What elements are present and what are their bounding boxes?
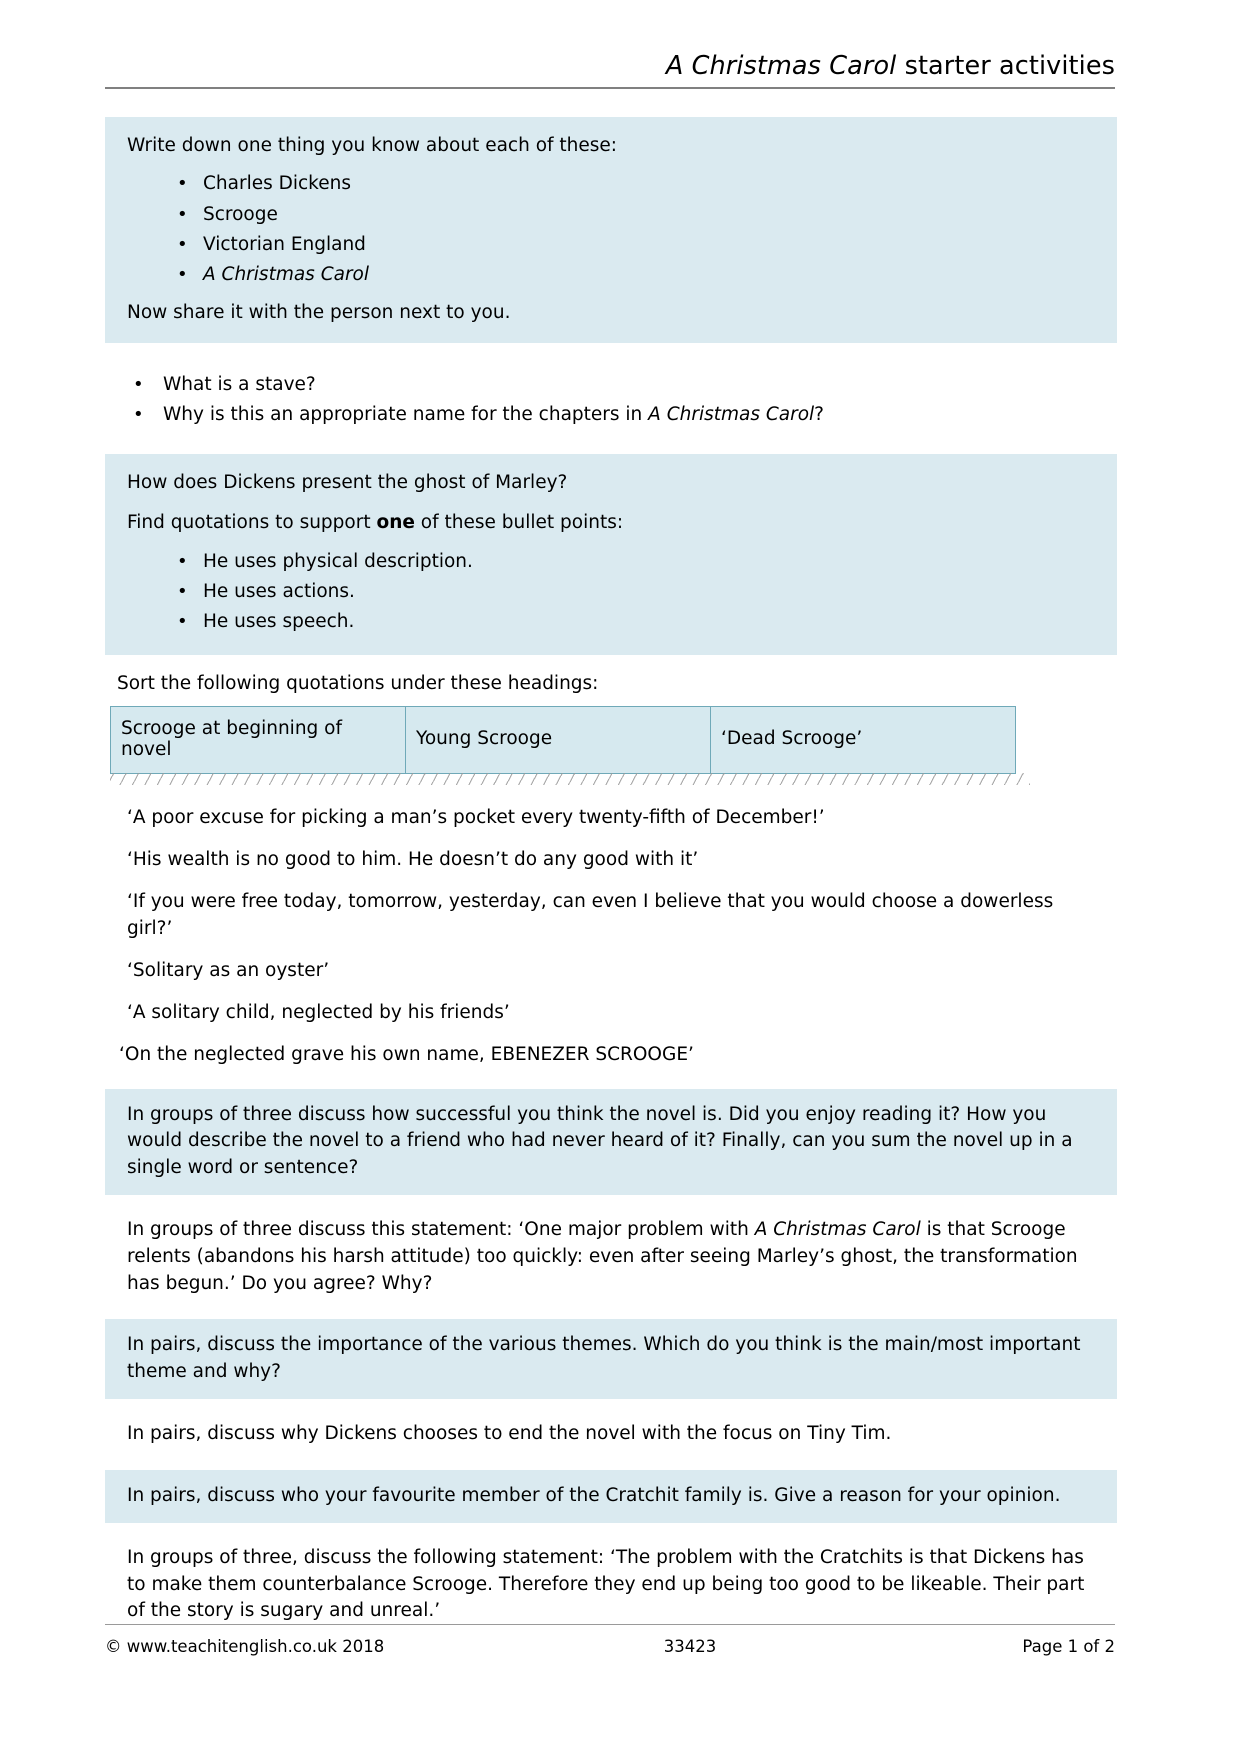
discussion-block-1: [105, 1089, 1117, 1195]
list-item: • Charles Dickens: [105, 169, 1117, 199]
marley-bullet-list: [105, 547, 1117, 638]
discussion-text: In pairs, discuss the importance of the various themes. Which do you think is the main/most important theme and why?: [127, 1334, 1081, 1383]
discussion-block-4: [105, 1408, 1117, 1461]
list-item: • Victorian England: [105, 230, 1117, 260]
activity-block-stave: [105, 352, 1117, 449]
discussion-block-2: [105, 1204, 1117, 1310]
marley-instruction-pre: Find quotations to support: [127, 512, 377, 534]
list-item: • What is a stave?: [105, 370, 1117, 400]
block-gap: [105, 1461, 1117, 1470]
quotation-item: ‘On the neglected grave his own name, EBENEZER SCROOGE’: [119, 1044, 694, 1066]
list-item: • He uses physical description.: [105, 547, 1117, 577]
intro-lead: Write down one thing you know about each of these:: [127, 135, 618, 156]
table-header-cell-3[interactable]: ‘Dead Scrooge’: [711, 706, 1016, 773]
page-title: [105, 52, 1115, 87]
footer-page-number: Page 1 of 2: [1022, 1637, 1115, 1656]
intro-closing: Now share it with the person next to you.: [127, 302, 511, 324]
block-gap: [105, 1399, 1117, 1408]
discussion-text: In pairs, discuss who your favourite member of the Cratchit family is. Give a reason for your opinion.: [127, 1484, 1061, 1506]
footer-divider: [105, 1624, 1115, 1625]
discussion-text: In groups of three discuss how successful you think the novel is. Did you enjoy reading it? How you would describe the novel to a friend who had never heard of it? Finally, can you sum the novel up in a single word or sentence?: [127, 1103, 1073, 1179]
block-gap: [105, 1310, 1117, 1319]
header-divider: [105, 87, 1115, 89]
table-header-cell-2[interactable]: Young Scrooge: [406, 706, 711, 773]
list-item: [105, 260, 1117, 290]
marley-instruction-emphasis: one: [376, 512, 415, 534]
list-item: • Scrooge: [105, 200, 1117, 230]
activity-block-sort: [105, 655, 1117, 1082]
block-gap: [105, 343, 1117, 352]
quotation-item: ‘A poor excuse for picking a man’s pocket every twenty-fifth of December!’: [127, 806, 825, 828]
intro-bullet-list: [105, 169, 1117, 290]
activity-block-intro: [105, 117, 1117, 343]
discussion-text-post: is that Scrooge relents (abandons his harsh attitude) too quickly: even after seeing Marley’s ghost, the transformation has begun.’ Do you agree? Why?: [127, 1219, 1078, 1294]
table-header-cell-1[interactable]: Scrooge at beginning of novel: [111, 706, 406, 773]
book-title: A Christmas Carol: [648, 403, 815, 425]
stave-bullet-list: [105, 370, 1117, 431]
marley-instruction: [105, 506, 1117, 540]
footer-resource-id: 33423: [663, 1637, 717, 1656]
list-item: [105, 400, 1117, 430]
discussion-text: In groups of three, discuss the following statement: ‘The problem with the Cratchits is that Dickens has to make them counterbalance Scrooge. Therefore they end up being too good to be likeable. Their part of the story is sugary and unreal.’: [127, 1546, 1085, 1622]
discussion-text: In pairs, discuss why Dickens chooses to end the novel with the focus on Tiny Tim.: [127, 1423, 892, 1445]
marley-question: How does Dickens present the ghost of Marley?: [127, 472, 568, 494]
block-gap: [105, 1523, 1117, 1532]
list-item: • He uses speech.: [105, 607, 1117, 637]
quotation-item: ‘A solitary child, neglected by his friends’: [127, 1002, 510, 1024]
quotation-item: ‘Solitary as an oyster’: [127, 959, 330, 981]
book-title: A Christmas Carol: [754, 1219, 921, 1241]
sort-instruction: Sort the following quotations under these headings:: [117, 673, 599, 695]
activity-block-marley: [105, 454, 1117, 655]
stave-question-post: ?: [814, 403, 824, 425]
quotation-item: ‘His wealth is no good to him. He doesn’t do any good with it’: [127, 848, 699, 870]
quotation-list: [105, 785, 1117, 1083]
block-gap: [105, 1195, 1117, 1204]
discussion-text-pre: In groups of three discuss this statement: ‘One major problem with: [127, 1219, 755, 1241]
book-title: A Christmas Carol: [203, 264, 370, 286]
torn-edge-decoration: [110, 773, 1030, 785]
footer-copyright: © www.teachitenglish.co.uk 2018: [105, 1637, 385, 1656]
page-title-suffix: starter activities: [896, 51, 1115, 81]
sorting-table: [110, 706, 1016, 774]
quotation-item: ‘If you were free today, tomorrow, yesterday, can even I believe that you would choose a dowerless girl?’: [127, 891, 1054, 939]
discussion-block-6: [105, 1532, 1117, 1638]
page-footer: [105, 1624, 1115, 1656]
list-item: • He uses actions.: [105, 577, 1117, 607]
table-row: [111, 706, 1016, 773]
discussion-block-5: [105, 1470, 1117, 1523]
discussion-block-3: [105, 1319, 1117, 1399]
page-title-book: A Christmas Carol: [665, 51, 897, 81]
worksheet-content: [105, 117, 1117, 1638]
stave-question-pre: Why is this an appropriate name for the chapters in: [163, 403, 649, 425]
page-header: [105, 52, 1115, 89]
marley-instruction-post: of these bullet points:: [414, 512, 624, 534]
discussion-text: [105, 1217, 1117, 1297]
footer-row: [105, 1637, 1115, 1656]
